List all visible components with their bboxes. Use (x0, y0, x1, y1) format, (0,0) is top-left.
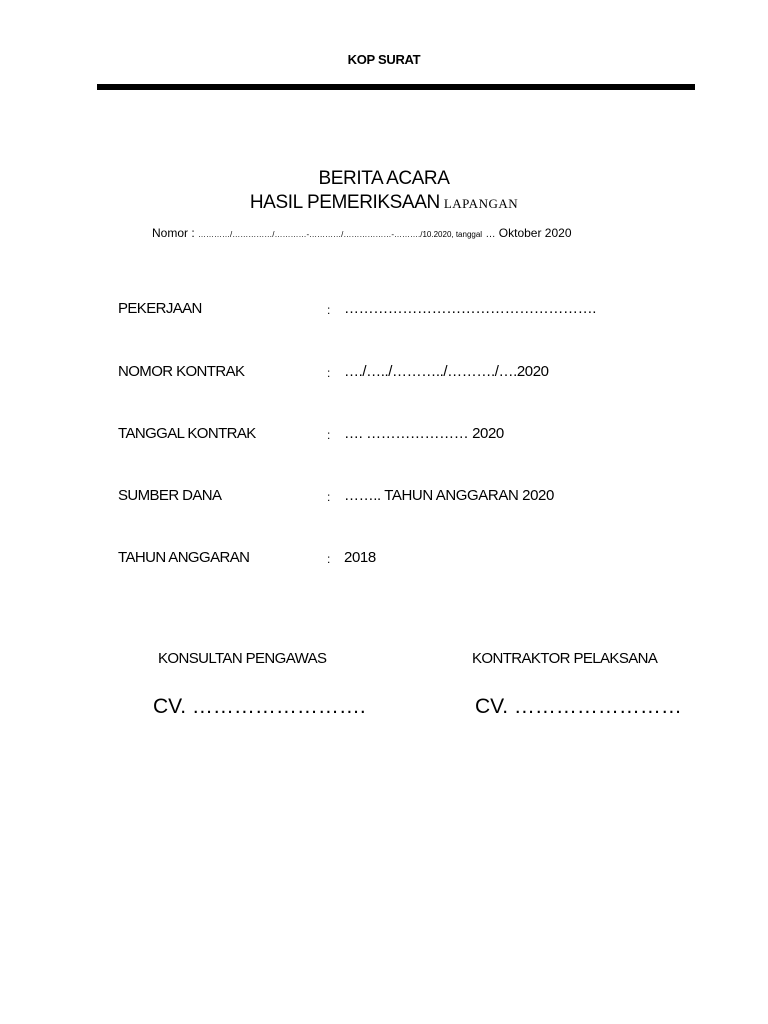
field-value-nomor-kontrak: …./…../………../………./….2020 (344, 363, 549, 380)
field-colon: : (327, 428, 331, 442)
nomor-date: Oktober 2020 (498, 226, 572, 240)
document-number-line (152, 226, 572, 240)
field-value-tahun-anggaran: 2018 (344, 549, 376, 566)
field-colon: : (327, 366, 331, 380)
field-colon: : (327, 303, 331, 317)
nomor-label: Nomor : (152, 226, 195, 240)
field-label-pekerjaan: PEKERJAAN (118, 300, 202, 317)
field-value-sumber-dana: …….. TAHUN ANGGARAN 2020 (344, 487, 554, 504)
signature-role-konsultan: KONSULTAN PENGAWAS (158, 650, 327, 667)
signature-name-konsultan: CV. ……………………. (153, 695, 366, 718)
field-colon: : (327, 552, 331, 566)
document-subtitle (0, 192, 768, 214)
field-value-pekerjaan: ……………………………………………. (344, 300, 596, 317)
field-colon: : (327, 490, 331, 504)
field-value-tanggal-kontrak: …. ………………… 2020 (344, 425, 504, 442)
signature-name-kontraktor: CV. …………………… (475, 695, 682, 718)
nomor-date-prefix: … (485, 229, 496, 240)
nomor-placeholder: …………/……………/…………-…………/………………-………./10.2020, tanggal (198, 230, 483, 239)
subtitle-suffix: LAPANGAN (443, 196, 519, 211)
letterhead-divider (97, 84, 695, 90)
signature-role-kontraktor: KONTRAKTOR PELAKSANA (472, 650, 658, 667)
kop-surat-heading: KOP SURAT (347, 52, 421, 67)
field-label-tahun-anggaran: TAHUN ANGGARAN (118, 549, 250, 566)
field-label-tanggal-kontrak: TANGGAL KONTRAK (118, 425, 256, 442)
field-label-nomor-kontrak: NOMOR KONTRAK (118, 363, 245, 380)
field-label-sumber-dana: SUMBER DANA (118, 487, 222, 504)
subtitle-main: HASIL PEMERIKSAAN (249, 192, 440, 213)
document-title: BERITA ACARA (318, 168, 450, 189)
